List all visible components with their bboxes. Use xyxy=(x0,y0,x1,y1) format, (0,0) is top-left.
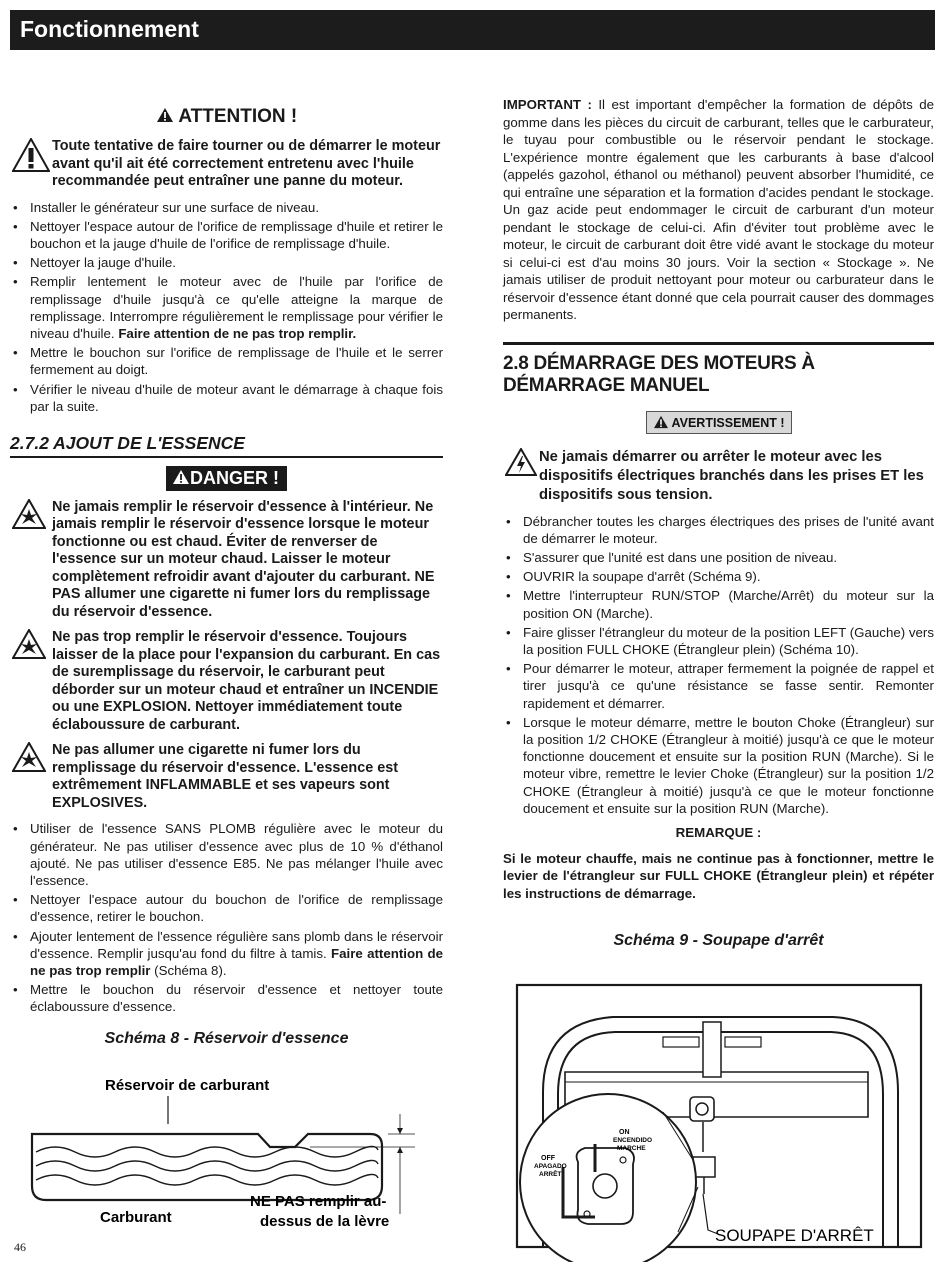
danger-warning-text: Ne pas allumer une cigarette ni fumer lors du remplissage du réservoir d'essence. L'essence est extrêmement INFLAMMABLE et ses vapeurs sont EXPLOSIVES. xyxy=(52,742,399,811)
arrow-head-icon xyxy=(397,1147,403,1153)
arrow-head-icon xyxy=(397,1128,403,1134)
figure-8-fuel-tank-diagram xyxy=(10,1062,443,1232)
list-item: • Nettoyer la jauge d'huile. xyxy=(10,254,443,271)
avert-warning xyxy=(503,448,934,505)
bracket xyxy=(703,1022,721,1077)
page-number: 46 xyxy=(14,1240,26,1254)
tank-outline xyxy=(32,1134,382,1200)
valve-decal-icon xyxy=(690,1097,714,1121)
off-label: OFF xyxy=(541,1155,555,1163)
section-header xyxy=(10,10,935,50)
avertissement-label xyxy=(503,411,934,434)
section-heading-272: 2.7.2 AJOUT DE L'ESSENCE xyxy=(10,433,443,458)
avert-warning-text: Ne jamais démarrer ou arrêter le moteur avec les dispositifs électriques branchés dans les prises ET les dispositifs sous tension. xyxy=(539,448,924,503)
remark-title: REMARQUE : xyxy=(675,824,762,840)
attention-title: ATTENTION ! xyxy=(178,106,298,127)
danger-label xyxy=(10,466,443,491)
list-item: • Nettoyer l'espace autour du bouchon de l'orifice de remplissage d'essence, retirer le bouchon. xyxy=(10,891,443,925)
danger-box xyxy=(166,466,287,491)
no-fill-label: dessus de la lèvre xyxy=(260,1212,390,1230)
list-item: • Mettre l'interrupteur RUN/STOP (Marche/Arrêt) du moteur sur la position ON (Marche). xyxy=(503,587,934,621)
figure-9-caption: Schéma 9 - Soupape d'arrêt xyxy=(613,932,824,950)
left-column xyxy=(10,96,443,1237)
start-bullets xyxy=(503,513,934,817)
explosion-hazard-icon xyxy=(12,629,46,665)
important-paragraph xyxy=(503,96,934,324)
list-item: • S'assurer que l'unité est dans une position de niveau. xyxy=(503,549,934,566)
danger-warning xyxy=(10,629,443,734)
danger-warning-text: Ne pas trop remplir le réservoir d'essence. Toujours laisser de la place pour l'expansion du carburant. En cas de suremplissage du réservoir, le carburant peut déborder sur un moteur chaud et entraîner un INCENDIE ou une EXPLOSION. Nettoyer immédiatement toute éclaboussure de carburant. xyxy=(52,629,441,733)
explosion-hazard-icon xyxy=(12,742,46,778)
warning-triangle-icon xyxy=(156,106,179,127)
on-label: MARCHE xyxy=(617,1145,646,1153)
list-item: • Vérifier le niveau d'huile de moteur avant le démarrage à chaque fois par la suite. xyxy=(10,381,443,415)
list-item-text: Remplir lentement le moteur avec de l'huile par l'orifice de remplissage d'huile jusqu'à ce qu'elle atteigne la marque de remplissage. Interrompre régulièrement le remplissage pour vérifier le niveau d'huile. xyxy=(30,274,443,341)
right-column xyxy=(503,96,934,1267)
attention-heading xyxy=(10,106,443,128)
remark-text: Si le moteur chauffe, mais ne continue pas à fonctionner, mettre le levier de l'étrangleur sur FULL CHOKE (Étrangleur plein) et répéter les instructions de démarrage. xyxy=(503,850,934,901)
warning-exclamation-icon xyxy=(12,138,50,178)
list-item: • Lorsque le moteur démarre, mettre le bouton Choke (Étrangleur) sur la position 1/2 CHOKE (Étrangleur à moitié) jusqu'à ce que le moteur fonctionne doucement et ensuite sur la position RUN (Marche). Si le moteur vibre, remettre le levier Choke (Étrangleur) sur la position 1/2 CHOKE (Étrangleur à moitié) jusqu'à ce que le moteur fonctionne doucement et ensuite sur la position RUN (Marche). xyxy=(503,714,934,817)
list-item-emphasis: Faire attention de ne pas trop remplir xyxy=(30,945,443,979)
no-fill-label: NE PAS remplir au- xyxy=(250,1192,387,1210)
off-label: ARRÊT xyxy=(539,1171,562,1179)
avertissement-title: AVERTISSEMENT ! xyxy=(671,415,785,430)
bracket xyxy=(725,1037,761,1047)
avertissement-box xyxy=(646,411,792,434)
explosion-hazard-icon xyxy=(12,499,46,535)
list-item: • OUVRIR la soupape d'arrêt (Schéma 9). xyxy=(503,568,934,585)
list-item-text: Ajouter lentement de l'essence régulière sans plomb dans le réservoir d'essence. Remplir jusqu'au fond du filtre à tamis. xyxy=(30,928,443,961)
tank-label: Réservoir de carburant xyxy=(105,1076,270,1094)
list-item: • Installer le générateur sur une surface de niveau. xyxy=(10,199,443,216)
list-item: • Utiliser de l'essence SANS PLOMB régulière avec le moteur du générateur. Ne pas utiliser d'essence avec plus de 10 % d'éthanol ajouté. Ne pas utiliser d'essence E85. Ne pas mélanger l'huile avec l'essence. xyxy=(10,820,443,889)
important-text: Il est important d'empêcher la formation de dépôts de gomme dans les pièces du circuit de carburant, telles que le carburateur, le tuyau pour combustible ou le réservoir pendant le stockage. L'expérience montre également que les carburants à base d'alcool (appelés gazohol, éthanol ou méthanol) peuvent absorber l'humidité, ce qui entraîne une séparation et la formation d'acides pendant le stockage. Un gaz acide peut endommager le circuit de carburant d'un moteur pendant le stockage de celui-ci. Afin d'éviter tout problème avec le moteur, le circuit de carburant doit être vidé avant le stockage du moteur si celui-ci est d'au moins 30 jours. Voir la section « Stockage ». Ne jamais utiliser de produit nettoyant pour moteur ou carburateur dans le réservoir d'essence étant donné que cela pourrait causer des dommages permanents. xyxy=(503,97,934,322)
valve-label: SOUPAPE D'ARRÊT xyxy=(715,1226,874,1246)
danger-warning xyxy=(10,499,443,622)
danger-warning-text: Ne jamais remplir le réservoir d'essence à l'intérieur. Ne jamais remplir le réservoir d'essence lorsque le moteur fonctionne ou est chaud. Éviter de renverser de l'essence sur un moteur chaud. Laisser le moteur complètement refroidir avant d'ajouter du carburant. NE PAS allumer une cigarette ni fumer lors du remplissage du réservoir d'essence. xyxy=(52,498,435,620)
figure-9-shutoff-valve-diagram xyxy=(503,982,934,1262)
danger-title: DANGER ! xyxy=(190,467,279,488)
danger-warning xyxy=(10,742,443,812)
on-label: ON xyxy=(619,1129,630,1137)
list-item: • Débrancher toutes les charges électriques des prises de l'unité avant de démarrer le moteur. xyxy=(503,513,934,547)
warning-triangle-icon xyxy=(653,416,669,430)
list-item xyxy=(10,273,443,342)
list-item: • Mettre le bouchon du réservoir d'essence et nettoyer toute éclaboussure d'essence. xyxy=(10,981,443,1015)
bracket xyxy=(663,1037,699,1047)
fuel-bullets xyxy=(10,820,443,1015)
list-item-text: (Schéma 8). xyxy=(154,963,227,979)
list-item xyxy=(10,928,443,980)
important-label: IMPORTANT : xyxy=(503,97,592,112)
section-title: Fonctionnement xyxy=(20,16,199,42)
electric-shock-icon xyxy=(505,448,537,482)
fuel-label: Carburant xyxy=(100,1208,172,1226)
list-item-emphasis: Faire attention de ne pas trop remplir. xyxy=(118,325,357,341)
attention-warning-text: Toute tentative de faire tourner ou de démarrer le moteur avant qu'il ait été correctement entretenu avec l'huile recommandée peut entraîner une panne du moteur. xyxy=(52,138,441,189)
list-item: • Nettoyer l'espace autour de l'orifice de remplissage d'huile et retirer le bouchon et la jauge d'huile de l'orifice de remplissage d'huile. xyxy=(10,218,443,252)
warning-triangle-icon xyxy=(172,468,190,488)
figure-8-caption: Schéma 8 - Réservoir d'essence xyxy=(104,1029,349,1047)
section-heading-28: 2.8 DÉMARRAGE DES MOTEURS À DÉMARRAGE MANUEL xyxy=(503,342,934,397)
list-item: • Mettre le bouchon sur l'orifice de remplissage de l'huile et le serrer fermement au doigt. xyxy=(10,344,443,378)
attention-warning xyxy=(10,138,443,191)
list-item: • Pour démarrer le moteur, attraper fermement la poignée de rappel et tirer jusqu'à ce qu'une résistance se fasse sentir. Remonter rapidement et démarrer. xyxy=(503,660,934,712)
off-label: APAGADO xyxy=(534,1163,567,1171)
list-item: • Faire glisser l'étrangleur du moteur de la position LEFT (Gauche) vers la position FULL CHOKE (Étrangleur plein) (Schéma 10). xyxy=(503,624,934,658)
oil-bullets xyxy=(10,199,443,415)
on-label: ENCENDIDO xyxy=(613,1137,653,1145)
